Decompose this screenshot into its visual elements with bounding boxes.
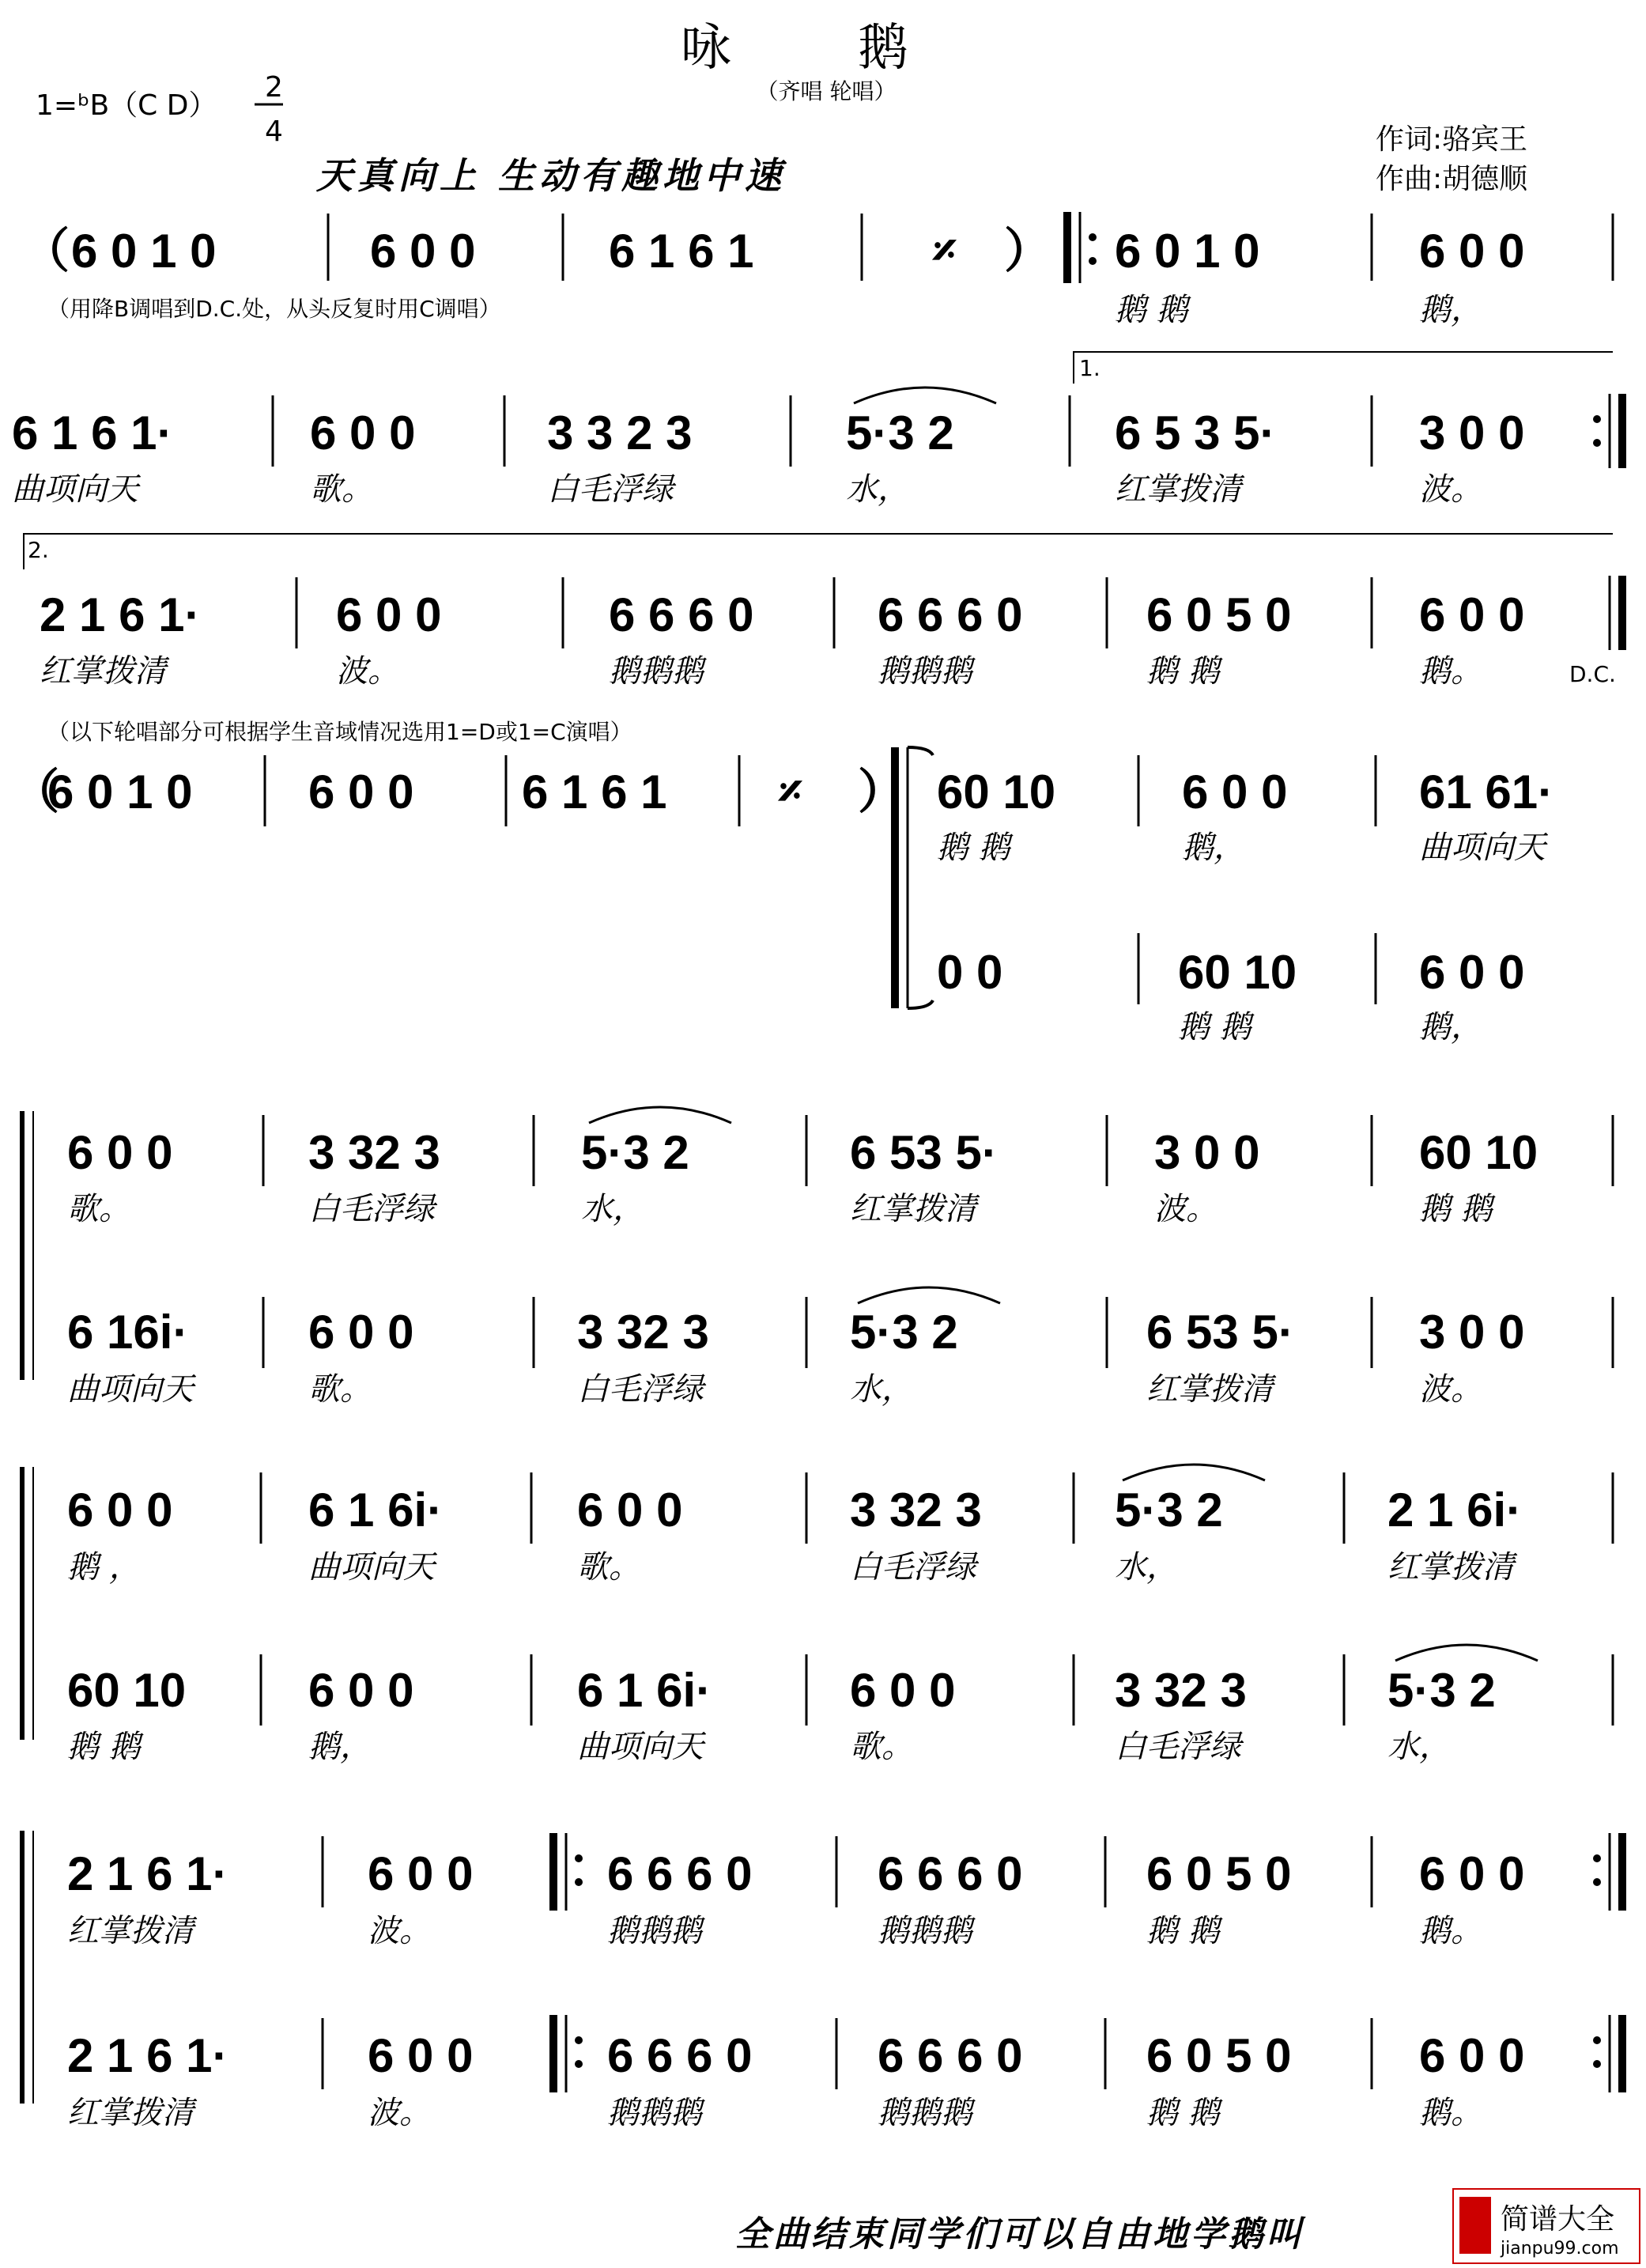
lyric: 白毛浮绿 [577, 1371, 704, 1408]
lyric: 水， [1115, 1549, 1178, 1586]
note-group: 3 0 0 [1419, 1306, 1525, 1359]
note-group: 5·3 2 [1387, 1664, 1496, 1717]
note-group: 3 0 0 [1154, 1126, 1260, 1179]
note-group: 6 0 5 0 [1146, 2029, 1292, 2082]
note-group: 2 1 6 1· [67, 1847, 228, 1900]
note-group: 6 6 6 0 [878, 1847, 1023, 1900]
lyric: 曲项向天 [67, 1371, 194, 1408]
logo-url: jianpu99.com [1501, 2239, 1619, 2259]
note-group: 6 0 0 [1419, 946, 1525, 999]
lyric: 白毛浮绿 [308, 1191, 435, 1227]
note-group: 6 5 3 5· [1115, 406, 1276, 459]
lyric: 白毛浮绿 [850, 1549, 976, 1586]
key-change-note: （用降B调唱到D.C.处，从头反复时用C调唱） [47, 296, 501, 322]
lyric: 波。 [1154, 1191, 1218, 1227]
note-group: 5·3 2 [850, 1306, 958, 1359]
note-group: 6 0 0 [370, 225, 476, 278]
intro-paren-open: （ [12, 765, 59, 818]
song-title: 咏 鹅 [680, 19, 965, 77]
note-group: 3 0 0 [1419, 406, 1525, 459]
note-group: 6 0 0 [1419, 588, 1525, 641]
lyric: 红掌拨清 [40, 653, 166, 690]
note-group: 6 16i· [67, 1306, 189, 1359]
lyric: 曲项向天 [1419, 830, 1546, 866]
lyric: 曲项向天 [12, 471, 138, 508]
tempo-marking: 天真向上 生动有趣地中速 [316, 154, 787, 197]
note-group: 6 6 6 0 [878, 2029, 1023, 2082]
note-group: 2 1 6 1· [67, 2029, 228, 2082]
time-signature-top: 2 [265, 71, 283, 104]
song-subtitle: （齐唱 轮唱） [756, 78, 897, 104]
note-group: 6 6 6 0 [607, 1847, 753, 1900]
lyric: 鹅 ， [67, 1549, 141, 1586]
lyric: 鹅 鹅 [1419, 1191, 1493, 1227]
lyric: 波。 [1419, 1371, 1482, 1408]
tie [1395, 1645, 1538, 1661]
logo-name: 简谱大全 [1501, 2203, 1615, 2236]
volta-1-label: 1. [1079, 355, 1100, 381]
intro-paren-open: （ [22, 225, 70, 278]
lyric: 波。 [368, 2095, 431, 2131]
lyric: 鹅， [308, 1729, 372, 1765]
round-note: （以下轮唱部分可根据学生音域情况选用1=D或1=C演唱） [47, 719, 632, 745]
tie [1123, 1465, 1265, 1480]
lyricist: 作词:骆宾王 [1376, 123, 1528, 156]
lyric: 波。 [1419, 471, 1482, 508]
lyric: 鹅。 [1419, 1913, 1482, 1949]
lyric: 水， [581, 1191, 644, 1227]
lyric: 鹅 鹅 [1146, 1913, 1220, 1949]
row1-repeat-start [1067, 212, 1097, 283]
tie [858, 1287, 1000, 1303]
lyric: 波。 [368, 1913, 431, 1949]
lyric: 红掌拨清 [67, 2095, 194, 2131]
note-group: 3 32 3 [577, 1306, 709, 1359]
note-group: 6 0 1 0 [71, 225, 217, 278]
lyric: 歌。 [577, 1549, 640, 1586]
note-group: 6 0 0 [336, 588, 442, 641]
intro-paren-close: ） [1004, 225, 1051, 278]
note-group: 6 1 6 1 [522, 765, 667, 818]
note-group: 6 0 0 [67, 1484, 173, 1537]
note-group: 6 0 5 0 [1146, 1847, 1292, 1900]
note-group: 6 6 6 0 [609, 588, 754, 641]
lyric: 鹅鹅鹅 [607, 2095, 702, 2131]
lyric: 鹅 鹅 [1115, 292, 1188, 328]
row6 [22, 1465, 1613, 1765]
lyric: 鹅鹅鹅 [609, 653, 704, 690]
lyric: 水， [1387, 1729, 1451, 1765]
note-group: 6 0 0 [310, 406, 416, 459]
lyric: 鹅。 [1419, 2095, 1482, 2131]
lyric: 红掌拨清 [67, 1913, 194, 1949]
note-group: 6 0 1 0 [1115, 225, 1260, 278]
tie [589, 1107, 731, 1123]
note-group: 6 0 0 [577, 1484, 683, 1537]
lyric: 鹅 鹅 [937, 830, 1010, 866]
repeat-measure-sign: 𝄎 [933, 225, 956, 278]
lyric: 鹅， [1419, 292, 1482, 328]
lyric: 鹅鹅鹅 [878, 2095, 972, 2131]
note-group: 2 1 6i· [1387, 1484, 1523, 1537]
lyric: 波。 [336, 653, 399, 690]
volta-2-label: 2. [28, 537, 49, 563]
note-group: 6 0 0 [67, 1126, 173, 1179]
lyric: 红掌拨清 [1387, 1549, 1514, 1586]
note-group: 6 0 0 [1419, 1847, 1525, 1900]
note-group: 60 10 [1178, 946, 1297, 999]
dc-mark: D.C. [1569, 661, 1616, 687]
tie [854, 387, 996, 403]
lyric: 鹅 鹅 [1146, 653, 1220, 690]
lyric: 鹅， [1419, 1009, 1482, 1045]
note-group: 6 0 0 [1182, 765, 1288, 818]
lyric: 鹅 鹅 [67, 1729, 141, 1765]
note-group: 2 1 6 1· [40, 588, 201, 641]
note-group: 6 6 6 0 [878, 588, 1023, 641]
note-group: 6 0 0 [368, 1847, 474, 1900]
note-group: 5·3 2 [1115, 1484, 1223, 1537]
composer: 作曲:胡德顺 [1376, 163, 1528, 195]
row7 [22, 1831, 1622, 2131]
repeat-measure-sign: 𝄎 [779, 765, 802, 818]
note-group: 6 0 0 [1419, 2029, 1525, 2082]
note-group: 61 61· [1419, 765, 1554, 818]
lyric: 歌。 [850, 1729, 913, 1765]
note-group: 6 1 6i· [308, 1484, 444, 1537]
lyric: 白毛浮绿 [1115, 1729, 1241, 1765]
note-group: 6 0 0 [308, 765, 414, 818]
note-group: 6 0 0 [368, 2029, 474, 2082]
note-group: 6 0 5 0 [1146, 588, 1292, 641]
note-group: 6 0 0 [308, 1664, 414, 1717]
lyric: 鹅。 [1419, 653, 1482, 690]
note-group: 6 53 5· [1146, 1306, 1294, 1359]
key-signature: 1=ᵇB（C D） [36, 89, 217, 122]
lyric: 曲项向天 [308, 1549, 435, 1586]
time-signature-bottom: 4 [265, 115, 283, 148]
lyric: 鹅 鹅 [1178, 1009, 1251, 1045]
note-group: 3 3 2 3 [547, 406, 693, 459]
note-group: 6 1 6 1· [12, 406, 173, 459]
row5 [22, 1107, 1613, 1408]
note-group: 3 32 3 [308, 1126, 440, 1179]
note-group: 6 0 0 [1419, 225, 1525, 278]
row4 [12, 747, 1554, 1045]
site-logo [1453, 2189, 1640, 2263]
note-group: 3 32 3 [850, 1484, 982, 1537]
lyric: 曲项向天 [577, 1729, 704, 1765]
lyric: 鹅鹅鹅 [878, 1913, 972, 1949]
row2 [12, 352, 1622, 508]
lyric: 鹅鹅鹅 [607, 1913, 702, 1949]
note-group: 60 10 [937, 765, 1056, 818]
note-group: 60 10 [1419, 1126, 1538, 1179]
lyric: 鹅 鹅 [1146, 2095, 1220, 2131]
lyric: 红掌拨清 [1146, 1371, 1273, 1408]
lyric: 歌。 [308, 1371, 372, 1408]
lyric: 鹅鹅鹅 [878, 653, 972, 690]
note-group: 6 53 5· [850, 1126, 998, 1179]
lyric: 红掌拨清 [1115, 471, 1241, 508]
note-group: 5·3 2 [846, 406, 954, 459]
lyric: 歌。 [310, 471, 373, 508]
lyric: 白毛浮绿 [547, 471, 674, 508]
note-group: 3 32 3 [1115, 1664, 1247, 1717]
note-group: 6 1 6 1 [609, 225, 754, 278]
lyric: 水， [846, 471, 909, 508]
lyric: 歌。 [67, 1191, 130, 1227]
volta-2-bracket [24, 534, 1613, 569]
lyric: 鹅， [1182, 830, 1245, 866]
intro-paren-close: ） [858, 765, 905, 818]
note-group: 6 0 0 [850, 1664, 956, 1717]
row3 [24, 534, 1622, 690]
lyric: 红掌拨清 [850, 1191, 976, 1227]
footer-note: 全曲结束同学们可以自由地学鹅叫 [735, 2214, 1304, 2255]
note-group: 0 0 [937, 946, 1003, 999]
lyric: 水， [850, 1371, 913, 1408]
note-group: 5·3 2 [581, 1126, 689, 1179]
row1-intro [71, 214, 1051, 281]
note-group: 60 10 [67, 1664, 187, 1717]
volta-1-bracket [1074, 352, 1613, 384]
note-group: 6 1 6i· [577, 1664, 712, 1717]
note-group: 6 0 1 0 [47, 765, 193, 818]
note-group: 6 0 0 [308, 1306, 414, 1359]
note-group: 6 6 6 0 [607, 2029, 753, 2082]
